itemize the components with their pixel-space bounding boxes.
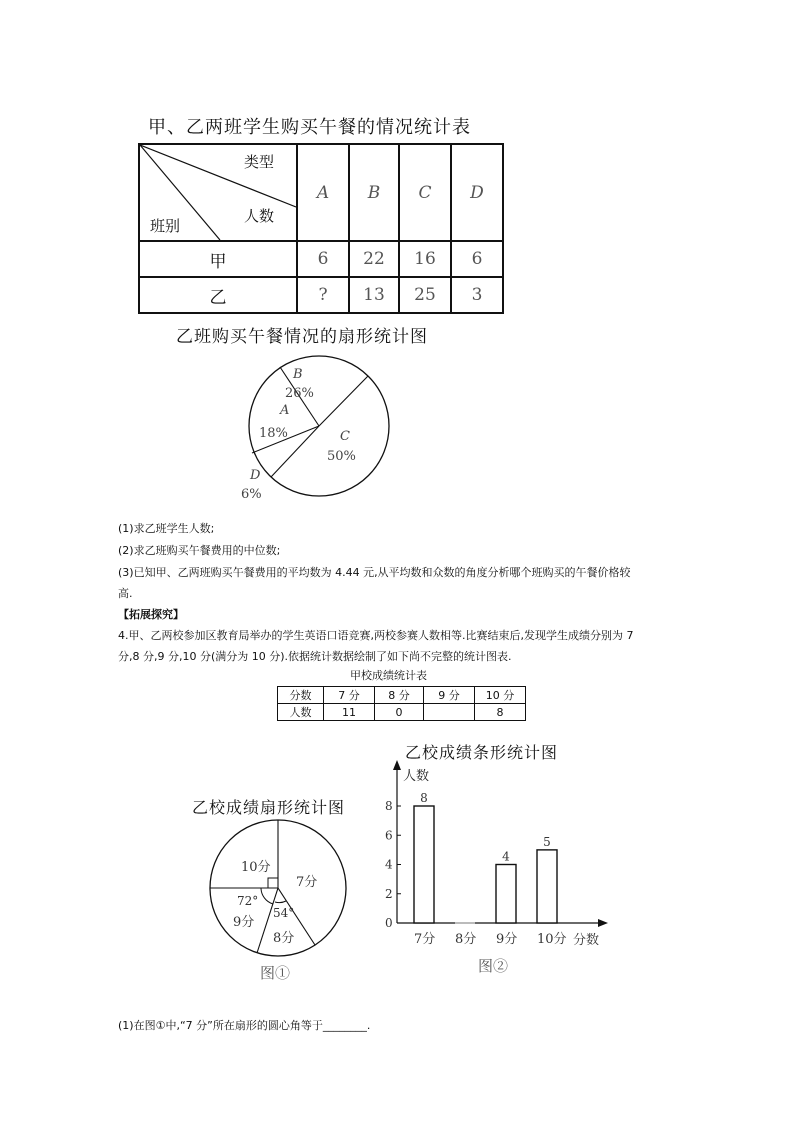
bar-value-label: 5: [543, 834, 551, 849]
pie1-pct-a: 18%: [259, 426, 288, 441]
table-cell: 3: [451, 277, 503, 313]
problem-4-line1: 4.甲、乙两校参加区教育局举办的学生英语口语竞赛,两校参赛人数相等.比赛结束后,发现学生成绩分别为 7: [118, 629, 634, 642]
pie1-label-b: B: [293, 367, 303, 382]
table-cell: 0: [375, 704, 424, 721]
table-cell: 6: [297, 241, 349, 277]
table-cell: 6: [451, 241, 503, 277]
pie2-angle-54: 54°: [273, 906, 295, 920]
y-axis-arrow: [393, 760, 401, 770]
table1-title: 甲、乙两班学生购买午餐的情况统计表: [148, 117, 471, 138]
pie2-label-10: 10分: [241, 860, 271, 875]
pie1-pct-c: 50%: [327, 449, 356, 464]
bar-value-label: 8: [420, 791, 428, 805]
bar-chart-title: 乙校成绩条形统计图: [405, 743, 559, 762]
lunch-purchase-table: [138, 143, 504, 314]
problem-4-line2: 分,8 分,9 分,10 分(满分为 10 分).依据统计数据绘制了如下尚不完整的统计图表.: [118, 650, 512, 663]
angle-arc-72: [261, 888, 273, 904]
y-tick-label: 6: [385, 828, 393, 843]
table-cell: 9 分: [424, 687, 475, 704]
table-cell: 8 分: [375, 687, 424, 704]
right-angle-mark: [268, 878, 278, 888]
angle-arc-54: [275, 901, 286, 903]
y-tick-label: 4: [385, 857, 393, 872]
question-3-line1: (3)已知甲、乙两班购买午餐费用的平均数为 4.44 元,从平均数和众数的角度分析哪个班购买的午餐价格较: [118, 566, 631, 579]
x-tick-label: 9分: [496, 932, 518, 947]
bar-3: [537, 850, 557, 923]
pie2-title: 乙校成绩扇形统计图: [192, 798, 346, 817]
x-axis-arrow: [598, 919, 608, 927]
table-cell: 分数: [278, 687, 324, 704]
col-header-a: A: [297, 144, 349, 241]
x-tick-label: 8分: [455, 932, 477, 947]
col-header-c: C: [399, 144, 451, 241]
table-cell: 10 分: [475, 687, 526, 704]
pie1-label-c: C: [340, 429, 350, 444]
x-tick-label: 7分: [414, 932, 436, 947]
y-tick-label: 0: [385, 916, 393, 930]
final-question: (1)在图①中,“7 分”所在扇形的圆心角等于________.: [118, 1019, 371, 1032]
table-cell: ?: [297, 277, 349, 313]
y-axis-label: 人数: [403, 769, 430, 784]
x-tick-label: 10分: [537, 932, 567, 947]
table2-title: 甲校成绩统计表: [350, 669, 427, 682]
diagonal-header-cell: [139, 144, 297, 241]
school-jia-score-table: [277, 686, 526, 721]
table-cell: 人数: [278, 704, 324, 721]
table-cell: 11: [324, 704, 375, 721]
col-header-d: D: [451, 144, 503, 241]
figure-2-caption: 图②: [478, 957, 509, 975]
pie1-chart: [235, 352, 395, 502]
col-header-b: B: [349, 144, 399, 241]
header-type: 类型: [243, 153, 274, 171]
pie1-title: 乙班购买午餐情况的扇形统计图: [176, 327, 428, 347]
pie1-divider-bc: [319, 376, 368, 426]
table-cell: 7 分: [324, 687, 375, 704]
question-2: (2)求乙班购买午餐费用的中位数;: [118, 544, 281, 557]
header-class: 班别: [150, 217, 181, 235]
table-cell: 16: [399, 241, 451, 277]
question-1: (1)求乙班学生人数;: [118, 522, 215, 535]
pie1-pct-b: 26%: [285, 386, 314, 401]
pie2-angle-72: 72°: [237, 894, 259, 908]
y-tick-label: 8: [385, 799, 393, 813]
x-axis-label: 分数: [573, 933, 600, 948]
row-label-jia: 甲: [139, 241, 297, 277]
pie1-label-a: A: [280, 403, 290, 418]
figure-1-caption: 图①: [260, 964, 291, 982]
row-label-yi: 乙: [139, 277, 297, 313]
table-cell: 13: [349, 277, 399, 313]
pie1-label-d: D: [250, 468, 261, 483]
pie2-label-9: 9分: [233, 915, 255, 930]
table-cell: 22: [349, 241, 399, 277]
header-count: 人数: [243, 207, 274, 225]
table-cell: [424, 704, 475, 721]
bar-chart: [372, 758, 622, 958]
question-3-line2: 高.: [118, 587, 133, 600]
y-tick-label: 2: [385, 886, 393, 901]
bar-2: [496, 865, 516, 924]
bar-value-label: 4: [502, 849, 510, 864]
pie2-label-7: 7分: [296, 875, 318, 890]
bar-0: [414, 806, 434, 923]
table-cell: 8: [475, 704, 526, 721]
table-cell: 25: [399, 277, 451, 313]
section-heading: 【拓展探究】: [118, 608, 184, 621]
pie2-label-8: 8分: [273, 931, 295, 946]
pie1-pct-d: 6%: [241, 487, 262, 502]
pie2-chart: [203, 816, 353, 966]
